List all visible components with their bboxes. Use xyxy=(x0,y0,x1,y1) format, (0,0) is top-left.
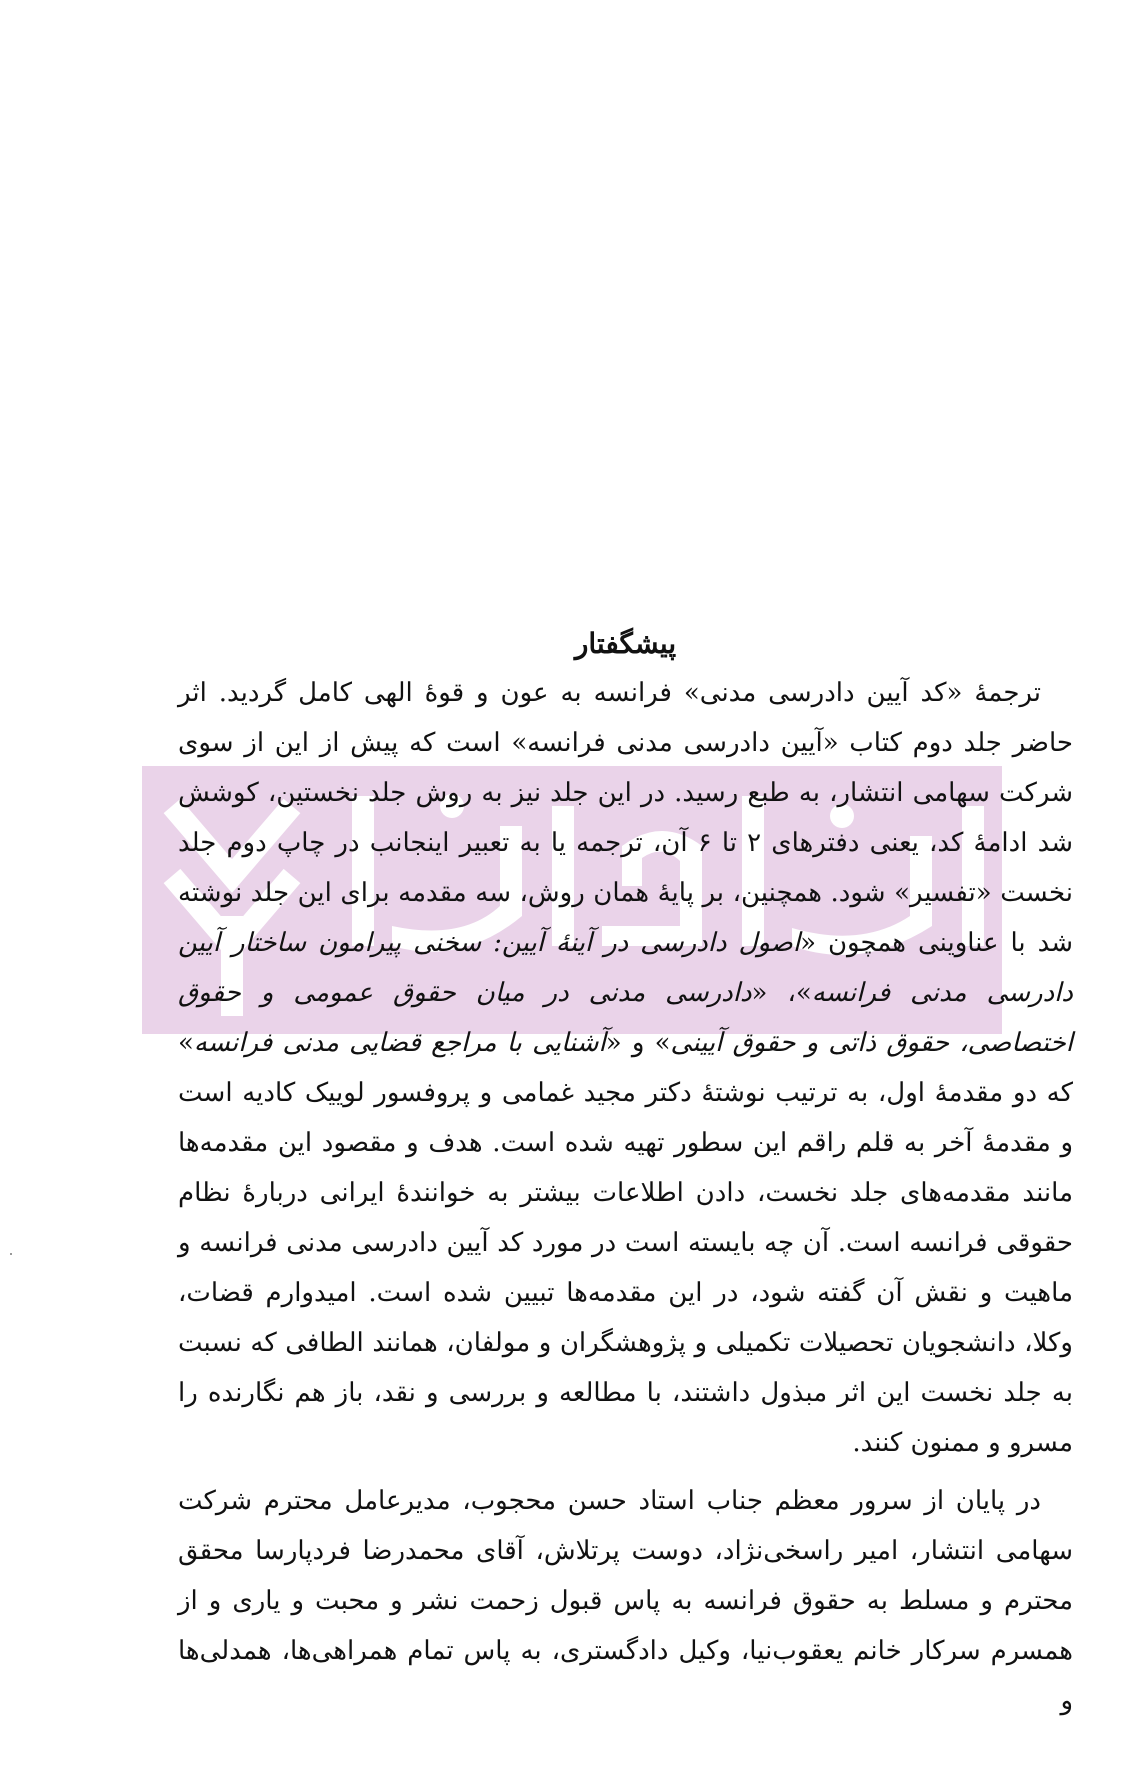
text-run: » و « xyxy=(605,1028,671,1058)
page-title: پیشگفتار xyxy=(574,627,677,660)
text-run: ترجمهٔ «کد آیین دادرسی مدنی» فرانسه به عون و قوهٔ الهی کامل گردید. اثر حاضر جلد دوم کتاب «آیین دادرسی مدنی فرانسه» است که پیش از این از سوی شرکت سهامی انتشار، به طبع رسید. در این جلد نیز به روش جلد نخستین، کوشش شد ادامهٔ کد، یعنی دفترهای ۲ تا ۶ آن، ترجمه یا به تعبیر اینجانب در چاپ دوم جلد نخست «تفسیر» شود. همچنین، بر پایهٔ همان روش، سه مقدمه برای این جلد نوشته شد با عناوینی همچون « xyxy=(178,678,1074,958)
paragraph-2: در پایان از سرور معظم جناب استاد حسن محجوب، مدیرعامل محترم شرکت سهامی انتشار، امیر راسخی‌نژاد، دوست پرتلاش، آقای محمدرضا فردپارسا محقق محترم و مسلط به حقوق فرانسه به پاس قبول زحمت نشر و محبت و یاری و از همسرم سرکار خانم یعقوب‌نیا، وکیل دادگستری، به پاس تمام همراهی‌ها، همدلی‌ها و xyxy=(178,1486,1073,1716)
text-run: » که دو مقدمهٔ اول، به ترتیب نوشتهٔ دکتر مجید غمامی و پروفسور لوییک کادیه است و مقدمهٔ آخر به قلم راقم این سطور تهیه شده است. هدف و مقصود این مقدمه‌ها مانند مقدمه‌های جلد نخست، دادن اطلاعات بیشتر به خوانندهٔ ایرانی دربارهٔ نظام حقوقی فرانسه است. آن چه بایسته است در مورد کد آیین دادرسی مدنی فرانسه و ماهیت و نقش آن گفته شود، در این مقدمه‌ها تبیین شده است. امیدوارم قضات، وکلا، دانشجویان تحصیلات تکمیلی و پژوهشگران و مولفان، همانند الطافی که نسبت به جلد نخست این اثر مبذول داشتند، با مطالعه و بررسی و نقد، باز هم نگارنده را مسرو و ممنون کنند. xyxy=(178,1028,1073,1458)
paragraph-1 xyxy=(178,668,1073,1468)
text-run: »، « xyxy=(751,978,812,1008)
book-title-1: اصول دادرسی در آینهٔ آیین: سخنی پیرامون ساختار آیین دادرسی مدنی فرانسه xyxy=(178,928,1073,1008)
book-title-2: دادرسی مدنی در میان حقوق عمومی و حقوق اختصاصی، حقوق ذاتی و حقوق آیینی xyxy=(178,978,1073,1058)
book-title-3: آشنایی با مراجع قضایی مدنی فرانسه xyxy=(193,1028,606,1058)
preface-section xyxy=(178,626,1073,1726)
margin-dot xyxy=(10,1253,12,1255)
